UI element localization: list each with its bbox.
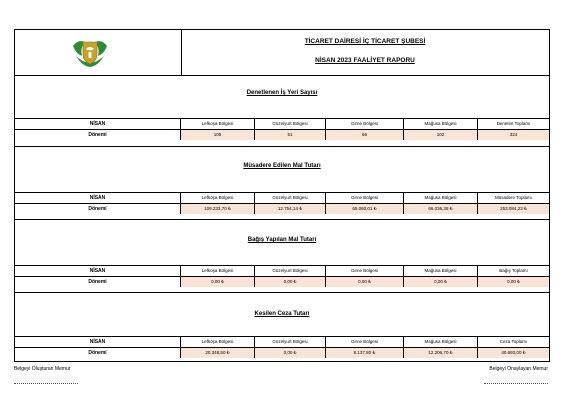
- value-row: [15, 347, 549, 358]
- divider: [15, 146, 549, 147]
- value-cell: 66.036,38 ₺: [404, 204, 478, 214]
- column-header: Lefkoşa Bölgesi: [181, 266, 255, 276]
- column-header: Mağusa Bölgesi: [404, 193, 478, 203]
- column-header: Girne Bölgesi: [326, 266, 404, 276]
- row-label: Dönemi: [15, 277, 181, 287]
- value-cell: 12.206,70 ₺: [404, 348, 478, 358]
- value-cell: 66: [326, 130, 404, 140]
- row-label: Dönemi: [15, 130, 181, 140]
- value-cell: 0,00 ₺: [404, 277, 478, 287]
- column-header: Güzelyurt Bölgesi: [255, 193, 326, 203]
- column-header: Güzelyurt Bölgesi: [255, 119, 326, 129]
- state-emblem-icon: [70, 36, 110, 70]
- column-header: Girne Bölgesi: [326, 193, 404, 203]
- column-header: Müsadere Toplamı: [495, 195, 532, 200]
- column-header: Ceza Toplamı: [499, 339, 528, 344]
- value-cell: 324: [478, 130, 549, 140]
- column-header: Mağusa Bölgesi: [404, 119, 478, 129]
- column-header: Girne Bölgesi: [326, 119, 404, 129]
- title-cell: [181, 30, 549, 75]
- value-row: [15, 129, 549, 140]
- value-row: [15, 203, 549, 214]
- header-row: [15, 192, 549, 203]
- column-header: Mağusa Bölgesi: [404, 337, 478, 347]
- value-cell: 109.233,70 ₺: [181, 204, 255, 214]
- value-cell: 0,00 ₺: [478, 277, 549, 287]
- approver-signature-label: Belgeyi Onaylayan Memur: [489, 366, 548, 372]
- value-cell: 0,00 ₺: [255, 277, 326, 287]
- column-header: Mağusa Bölgesi: [404, 266, 478, 276]
- row-label: Dönemi: [15, 348, 181, 358]
- value-cell: 253.084,23 ₺: [478, 204, 549, 214]
- section-title: Kesilen Ceza Tutarı: [254, 311, 310, 317]
- report-subtitle: NİSAN 2023 FAALİYET RAPORU: [315, 57, 415, 64]
- report-title: TİCARET DAİRESİ İÇ TİCARET ŞUBESİ: [304, 38, 426, 45]
- value-cell: 8.137,80 ₺: [326, 348, 404, 358]
- column-header: Girne Bölgesi: [326, 337, 404, 347]
- value-cell: 40.693,00 ₺: [478, 348, 549, 358]
- value-cell: 0,00 ₺: [326, 277, 404, 287]
- column-header: Denetim Toplamı: [496, 121, 531, 126]
- header-row: [15, 336, 549, 347]
- creator-signature-label: Belgeyi Oluşturan Memur: [14, 366, 71, 372]
- column-header: Lefkoşa Bölgesi: [181, 337, 255, 347]
- emblem-cell: [15, 30, 182, 75]
- section-title: Bağış Yapılan Mal Tutarı: [247, 237, 317, 243]
- section-title: Denetlenen İş Yeri Sayısı: [246, 90, 318, 96]
- header-row: [15, 118, 549, 129]
- header-row: [15, 265, 549, 276]
- row-label: NİSAN: [15, 119, 181, 129]
- value-cell: 12.754,14 ₺: [255, 204, 326, 214]
- column-header: Güzelyurt Bölgesi: [255, 266, 326, 276]
- report-header: [15, 30, 549, 76]
- creator-signature-line: [14, 383, 78, 384]
- column-header: Güzelyurt Bölgesi: [255, 337, 326, 347]
- approver-signature-line: [484, 383, 548, 384]
- row-label: NİSAN: [15, 266, 181, 276]
- value-row: [15, 276, 549, 287]
- value-cell: 65.060,01 ₺: [326, 204, 404, 214]
- row-label: NİSAN: [15, 337, 181, 347]
- divider: [15, 219, 549, 220]
- column-header: Lefkoşa Bölgesi: [181, 193, 255, 203]
- section-title: Müsadere Edilen Mal Tutarı: [243, 163, 321, 169]
- value-cell: 0,00 ₺: [181, 277, 255, 287]
- row-label: Dönemi: [15, 204, 181, 214]
- value-cell: 51: [255, 130, 326, 140]
- divider: [15, 292, 549, 293]
- value-cell: 105: [181, 130, 255, 140]
- column-header: Bağış Toplamı: [499, 268, 528, 273]
- value-cell: 0,00 ₺: [255, 348, 326, 358]
- value-cell: 20.348,50 ₺: [181, 348, 255, 358]
- report-frame: [14, 29, 550, 362]
- row-label: NİSAN: [15, 193, 181, 203]
- value-cell: 102: [404, 130, 478, 140]
- column-header: Lefkoşa Bölgesi: [181, 119, 255, 129]
